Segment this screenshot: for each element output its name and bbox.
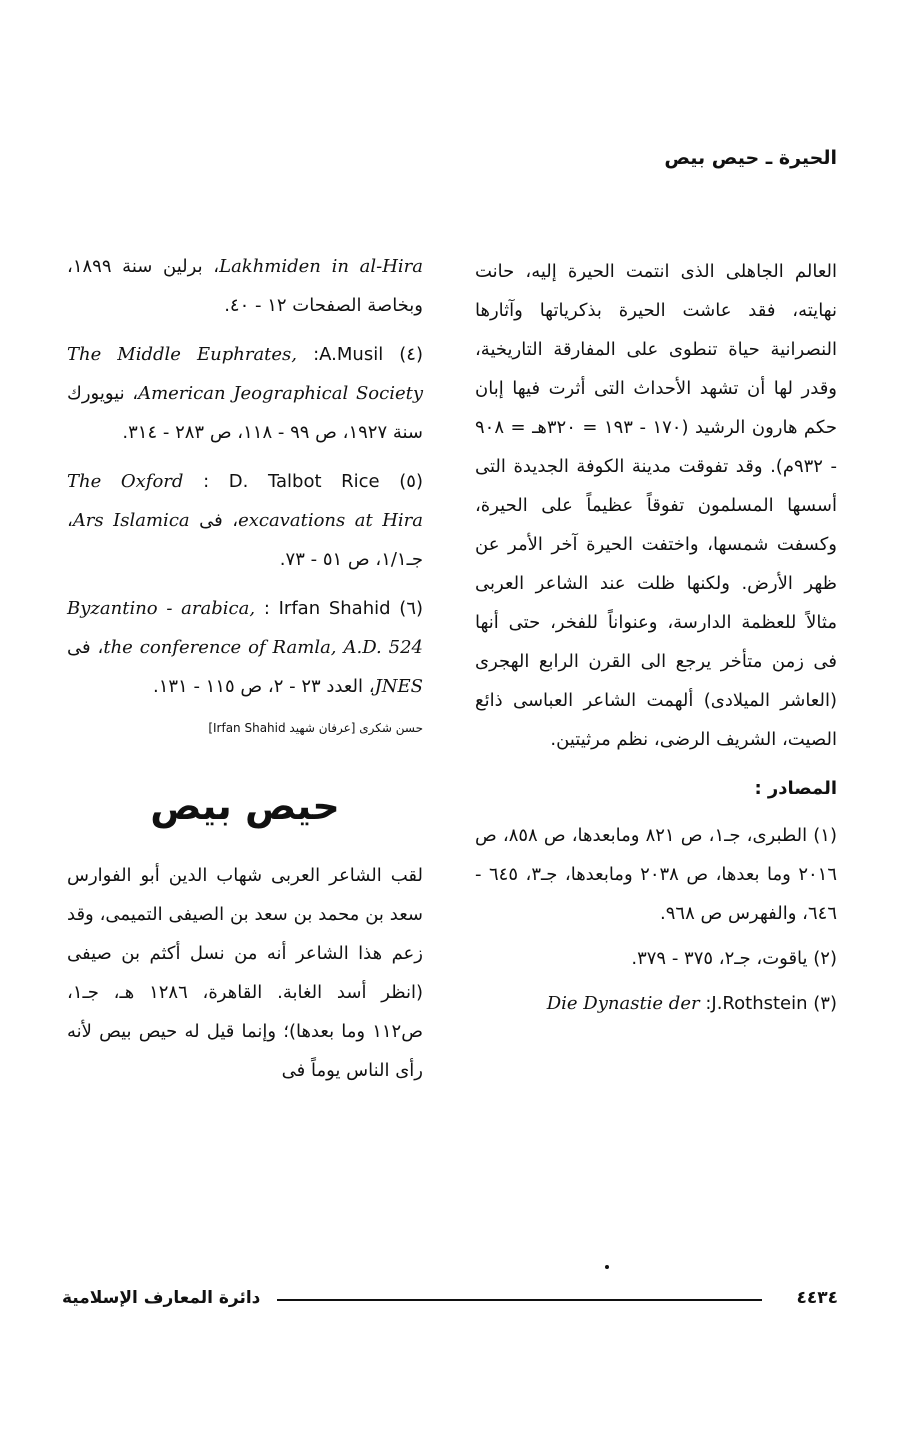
note-5-journal: Ars Islamica xyxy=(72,510,190,531)
note-6-connector: ، فى xyxy=(67,637,104,658)
source-item-3 xyxy=(475,984,837,1023)
note-6 xyxy=(67,589,423,706)
note-4-title: The Middle Euphrates, American Jeographical Society xyxy=(67,344,424,404)
note-6-title: Byzantino - arabica, the conference of Ramla, A.D. 524 xyxy=(67,598,423,658)
note-3-details: ، برلين سنة ١٨٩٩، وبخاصة الصفحات ١٢ - ٤٠. xyxy=(67,256,423,316)
entry-body-text: لقب الشاعر العربى شهاب الدين أبو الفوارس سعد بن محمد بن سعد بن الصيفى التميمى، وقد زعم هذا الشاعر أنه من نسل أكثم بن صيفى (انظر أسد الغابة. القاهرة، ١٢٨٦ هـ، جـ١، ص١١٢ وما بعدها)؛ وإنما قيل له حيص بيص لأنه رأى الناس يوماً فى xyxy=(67,865,423,1081)
page-footer xyxy=(62,1288,838,1312)
note-5-title: The Oxford excavations at Hira xyxy=(67,471,423,531)
page-number: ٤٤٣٤ xyxy=(796,1288,838,1308)
note-6-details: ، العدد ٢٣ - ٢، ص ١١٥ - ١٣١. xyxy=(152,676,375,697)
note-4-prefix: (٤) A.Musil: xyxy=(313,344,423,365)
note-5-prefix: (٥) D. Talbot Rice : xyxy=(203,471,423,492)
note-5-details: ، جـ١/١، ص ٥١ - ٧٣. xyxy=(67,510,423,570)
source-item-1: (١) الطبرى، جـ١، ص ٨٢١ ومابعدها، ص ٨٥٨، ص ٢٠١٦ وما بعدها، ص ٢٠٣٨ ومابعدها، جـ٣، ٦٤٥ - ٦٤٦، والفهرس ص ٩٦٨. xyxy=(475,825,838,924)
right-column xyxy=(475,252,837,1029)
note-3-title: Lakhmiden in al-Hira xyxy=(219,256,423,277)
source-3-title: Die Dynastie der xyxy=(546,993,700,1014)
sources-heading: المصادر : xyxy=(754,778,837,799)
note-6-journal: JNES xyxy=(374,676,423,697)
source-3-prefix: (٣) J.Rothstein: xyxy=(705,993,837,1014)
note-5 xyxy=(67,462,423,579)
running-head: الحيرة ـ حيص بيص xyxy=(664,147,837,169)
entry-title: حيص بيص xyxy=(150,784,340,828)
article-body-text: العالم الجاهلى الذى انتمت الحيرة إليه، حانت نهايته، فقد عاشت الحيرة بذكرياتها وآثارها النصرانية حياة تنطوى على المفارقة التاريخية، وقدر لها أن تشهد الأحداث التى أثرت فيها إبان حكم هارون الرشيد (١٧٠ - ١٩٣ = ٣٢٠هـ = ٩٠٨ - ٩٣٢م). وقد تفوقت مدينة الكوفة الجديدة التى أسسها المسلمون تفوقاً عظيماً على الحيرة، وكسفت شمسها، واختفت الحيرة آخر الأمر عن ظهر الأرض. ولكنها ظلت عند الشاعر العربى مثالاً للعظمة الدارسة، وعنواناً للفخر، حتى أنها فى زمن متأخر يرجع الى القرن الرابع الهجرى (العاشر الميلادى) ألهمت الشاعر العباسى ذائع الصيت، الشريف الرضى، نظم مرثيتين. xyxy=(475,261,837,750)
note-3-continued xyxy=(67,247,423,325)
source-item-2: (٢) ياقوت، جـ٢، ٣٧٥ - ٣٧٩. xyxy=(631,948,837,969)
note-4-details: ، نيويورك سنة ١٩٢٧، ص ٩٩ - ١١٨، ص ٢٨٣ - ٣١٤. xyxy=(67,383,423,443)
author-signature: حسن شكرى [عرفان شهيد Irfan Shahid] xyxy=(208,721,423,735)
publication-title: دائرة المعارف الإسلامية xyxy=(62,1288,261,1308)
note-6-prefix: (٦) Irfan Shahid : xyxy=(263,598,424,619)
left-column xyxy=(67,247,423,1090)
note-5-connector: ، فى xyxy=(199,510,239,531)
note-4 xyxy=(67,335,423,452)
footer-rule xyxy=(277,1299,762,1301)
stray-dot xyxy=(605,1265,609,1269)
